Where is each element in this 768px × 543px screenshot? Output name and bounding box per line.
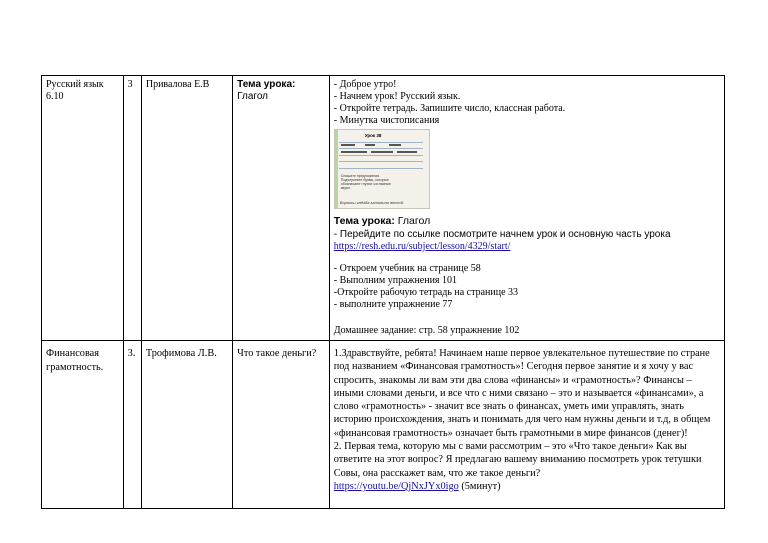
image-margin — [335, 130, 338, 208]
image-title: Урок 38 — [364, 133, 382, 138]
content-cell — [329, 341, 724, 509]
image-note: Спишите предложения. Подчеркните буквы, которые обозначают глухие согласные звуки. — [340, 174, 391, 190]
video-duration: (5минут) — [458, 480, 501, 492]
teacher-cell: Привалова Е.В — [141, 76, 232, 341]
topic-cell: Что такое деньги? — [233, 341, 330, 509]
penmanship-image — [334, 129, 430, 209]
topic-label: Тема урока: — [237, 79, 296, 90]
teacher-cell: Трофимова Л.В. — [141, 341, 232, 509]
table-row — [42, 76, 725, 341]
greeting-line: - Начнем урок! Русский язык. — [333, 91, 461, 102]
instruction-text: - Перейдите по ссылке посмотрите начнем урок и основную часть урока — [333, 229, 671, 240]
greeting-line: - Откройте тетрадь. Запишите число, классная работа. — [333, 103, 566, 114]
table-row — [42, 341, 725, 509]
topic-cell — [233, 76, 330, 341]
resh-link[interactable]: https://resh.edu.ru/subject/lesson/4329/start/ — [333, 241, 511, 252]
greeting-line: - Минутка чистописания — [333, 115, 440, 126]
topic-repeat-label: Тема урока: — [333, 215, 395, 227]
topic-value: Глагол — [237, 91, 268, 102]
subject-cell: Русский язык 6.10 — [42, 76, 124, 341]
task-line: -Откройте рабочую тетрадь на странице 33 — [333, 287, 519, 298]
number-cell: 3 — [123, 76, 141, 341]
video-text: 2. Первая тема, которую мы с вами рассмотрим – это «Что такое деньги» Как вы ответите на этот вопрос? Я предлагаю вашему вниманию посмотреть урок тетушки Совы, она расскажет вам, что же такое деньги? — [333, 441, 702, 479]
content-cell — [329, 76, 724, 341]
greeting-line: - Доброе утро! — [333, 79, 397, 90]
intro-text: 1.Здравствуйте, ребята! Начинаем наше первое увлекательное путешествие по стране под названием «Финансовая грамотность»! Сегодня первое занятие и я хочу у вас спросить, знакомы ли вам эти два слова «финансы» и «грамотность»? Финансы – иными словами деньги, и все что с ними связано – это и называется «финансами», а слово «грамотность» - значит все знать о финансах, уметь ими управлять, знать историю происхождения, знать и понимать для чего нам нужны деньги и т.д, в общем «финансовая грамотность» означает быть грамотными в мире финансов (денег)! — [333, 348, 711, 439]
task-line: - Откроем учебник на странице 58 — [333, 263, 481, 274]
lesson-table — [41, 75, 725, 509]
number-cell: 3. — [123, 341, 141, 509]
subject-cell: Финансовая грамотность. — [42, 341, 124, 509]
youtube-link[interactable]: https://youtu.be/QjNxJYx0igo — [333, 480, 459, 492]
homework-text: Домашнее задание: стр. 58 упражнение 102 — [333, 325, 520, 336]
topic-repeat — [334, 215, 720, 228]
task-line: - Выполним упражнения 101 — [333, 275, 458, 286]
topic-repeat-value: Глагол — [394, 215, 431, 227]
image-footer: Вороньи гнёзда затопило весной. — [339, 200, 405, 205]
task-line: - выполните упражнение 77 — [333, 299, 453, 310]
